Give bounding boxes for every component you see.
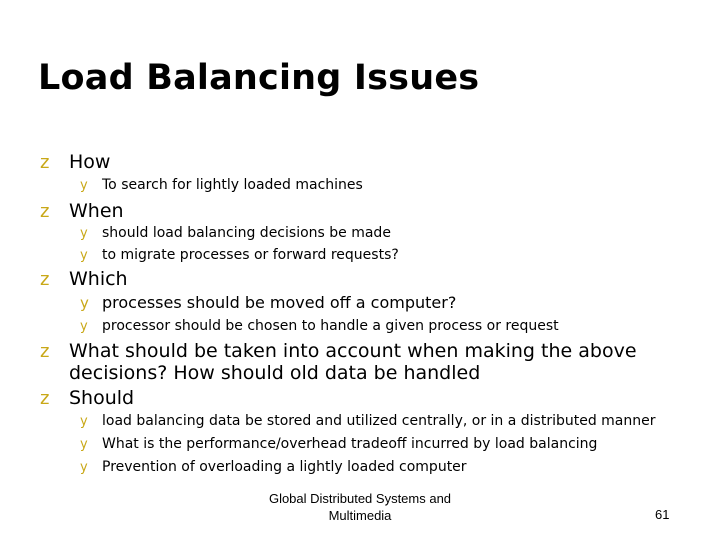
sub-bullet-text: should load balancing decisions be made [102, 225, 391, 241]
bullet-icon: z [40, 152, 50, 173]
bullet-what-line1: What should be taken into account when making the above [69, 340, 637, 362]
sub-bullet-icon: y [80, 437, 88, 452]
bullet-should: Should [69, 387, 135, 409]
bullet-what-line2: decisions? How should old data be handled [69, 362, 481, 384]
sub-bullet-text: To search for lightly loaded machines [102, 177, 363, 193]
sub-bullet-text: processes should be moved off a computer? [102, 293, 457, 312]
sub-bullet-text: Prevention of overloading a lightly loaded computer [102, 459, 467, 475]
sub-bullet-text: What is the performance/overhead tradeoff incurred by load balancing [102, 436, 598, 452]
sub-bullet-icon: y [80, 178, 88, 193]
bullet-which: Which [69, 268, 128, 290]
bullet-icon: z [40, 201, 50, 222]
bullet-icon: z [40, 341, 50, 362]
sub-bullet-icon: y [80, 460, 88, 475]
sub-bullet-icon: y [80, 226, 88, 241]
sub-bullet-text: load balancing data be stored and utilized centrally, or in a distributed manner [102, 413, 656, 429]
bullet-icon: z [40, 269, 50, 290]
footer-line-2: Multimedia [328, 508, 392, 523]
sub-bullet-icon: y [80, 414, 88, 429]
sub-bullet-text: processor should be chosen to handle a given process or request [102, 318, 559, 334]
sub-bullet-icon: y [80, 248, 88, 263]
footer-text [250, 490, 470, 524]
slide-title: Load Balancing Issues [38, 58, 480, 98]
bullet-how: How [69, 151, 111, 173]
sub-bullet-icon: y [80, 319, 88, 334]
sub-bullet-icon: y [80, 294, 89, 312]
bullet-icon: z [40, 388, 50, 409]
footer-line-1: Global Distributed Systems and [268, 491, 452, 506]
sub-bullet-text: to migrate processes or forward requests? [102, 247, 399, 263]
bullet-when: When [69, 200, 124, 222]
page-number: 61 [655, 507, 670, 522]
